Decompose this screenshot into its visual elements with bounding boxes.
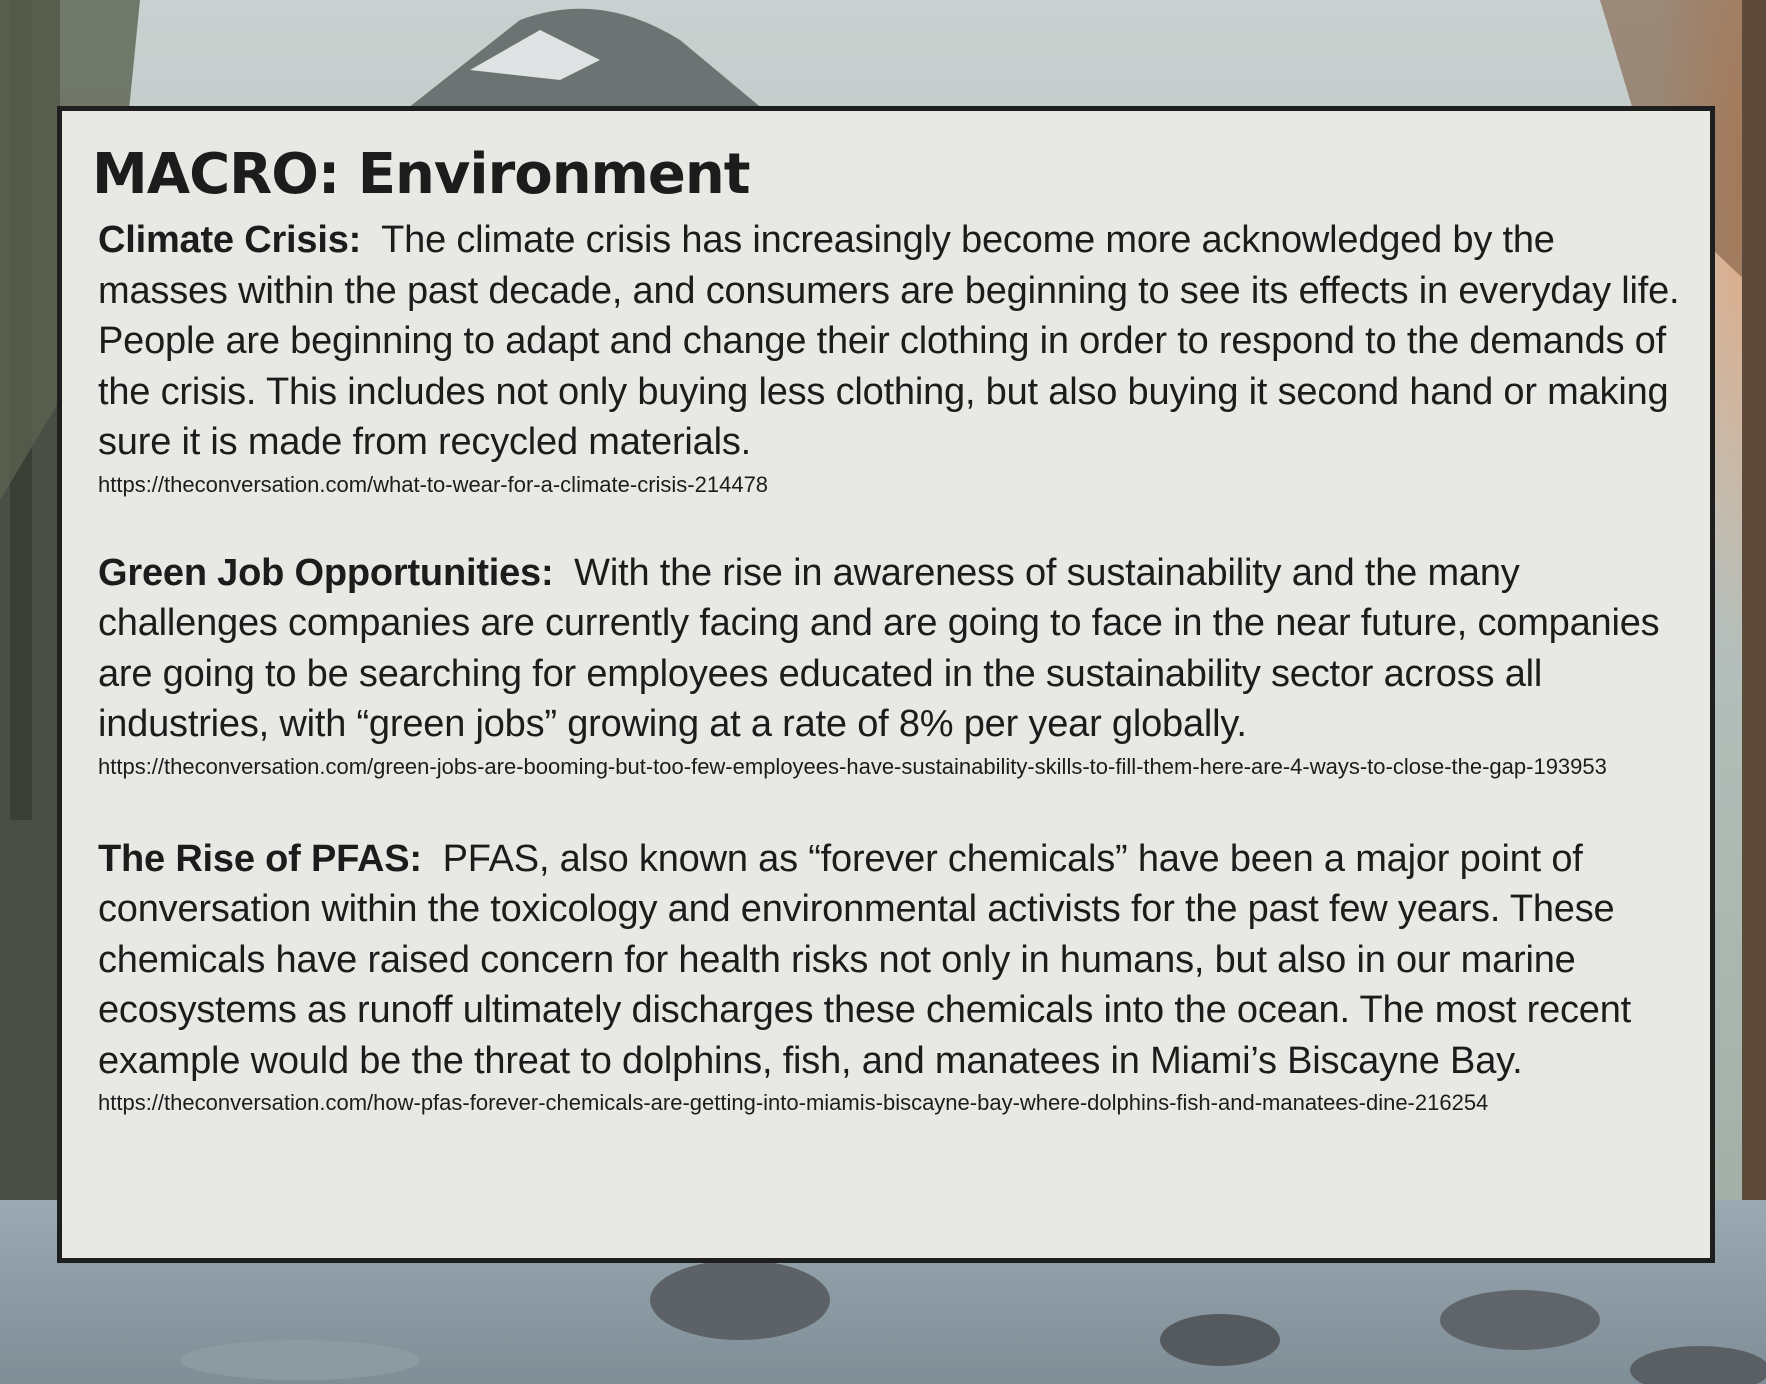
content-panel [57,106,1715,1263]
section-heading: The Rise of PFAS: [98,837,422,880]
page-title: MACRO: Environment [92,142,750,207]
section-green-job-opportunities [98,548,1682,782]
section-heading: Green Job Opportunities: [98,551,554,594]
source-link[interactable]: https://theconversation.com/what-to-wear-for-a-climate-crisis-214478 [98,471,769,497]
section-text [98,215,1682,468]
section-body: PFAS, also known as “forever chemicals” have been a major point of conversation within the toxicology and environmental activists for the past few years. These chemicals have raised concern for health risks not only in humans, but also in our marine ecosystems as runoff ultimately discharges these chemicals into the ocean. The most recent example would be the threat to dolphins, fish, and manatees in Miami’s Biscayne Bay. [98,837,1632,1082]
section-text [98,834,1682,1087]
source-link[interactable]: https://theconversation.com/green-jobs-are-booming-but-too-few-employees-have-sustainability-skills-to-fill-them-here-are-4-ways-to-close-the-gap-193953 [98,753,1607,779]
section-body: The climate crisis has increasingly become more acknowledged by the masses within the past decade, and consumers are beginning to see its effects in everyday life. People are beginning to adapt and change their clothing in order to respond to the demands of the crisis. This includes not only buying less clothing, but also buying it second hand or making sure it is made from recycled materials. [98,219,1680,463]
section-climate-crisis [98,215,1682,500]
section-rise-of-pfas [98,834,1682,1119]
section-text [98,548,1682,750]
source-link[interactable]: https://theconversation.com/how-pfas-forever-chemicals-are-getting-into-miamis-biscayne-bay-where-dolphins-fish-and-manatees-dine-216254 [98,1090,1489,1115]
section-heading: Climate Crisis: [98,219,362,261]
section-body: With the rise in awareness of sustainability and the many challenges companies are currently facing and are going to face in the near future, companies are going to be searching for employees educated in the sustainability sector across all industries, with “green jobs” growing at a rate of 8% per year globally. [98,551,1660,745]
